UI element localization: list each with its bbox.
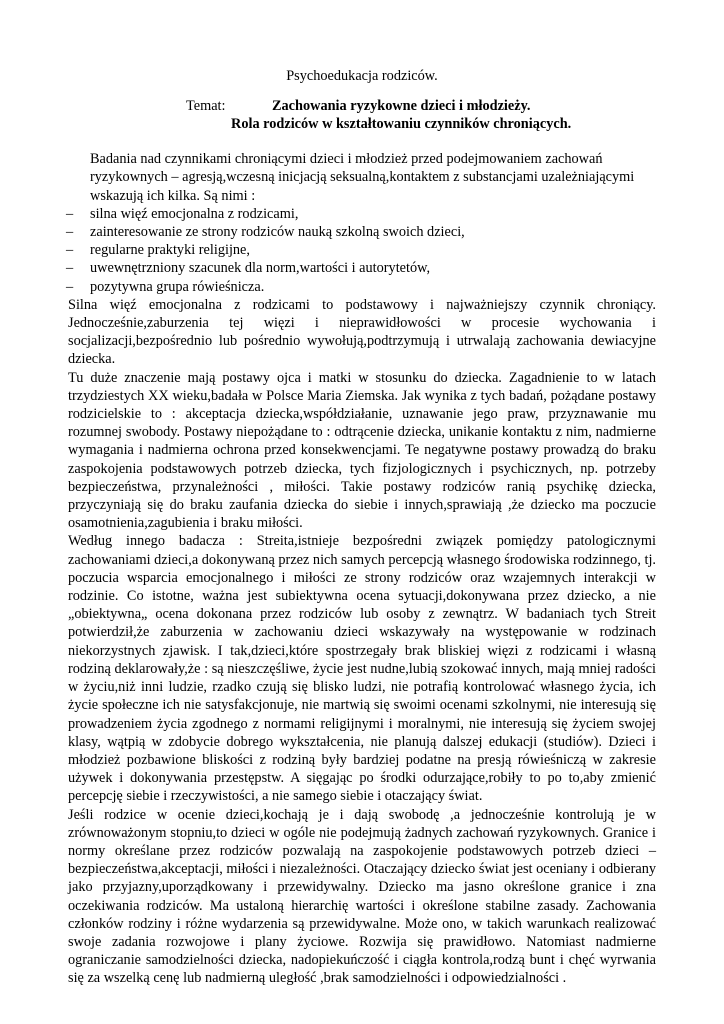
topic-title-line-1: Zachowania ryzykowne dzieci i młodzieży. xyxy=(272,98,531,115)
dash-bullet: – xyxy=(66,205,74,222)
body-paragraph: Według innego badacza : Streita,istnieje bezpośredni związek pomiędzy patologicznymi zachowaniami dzieci,a dokonywaną przez nich samych percepcją własnego środowiska rodzinnego, tj. poczucia wsparcia emocjonalnego i miłości ze strony rodziców oraz wzajemnych interakcji w rodzinie. Co istotne, ważna jest subiektywna ocena sytuacji,dokonywana przez dziecko, a nie „obiektywna„ ocena dokonana przez rodziców lub osoby z zewnątrz. W badaniach tych Streit potwierdził,że zaburzenia w zachowaniu dzieci wskazywały na występowanie w rodzinach niekorzystnych zjawisk. I tak,dzieci,które spostrzegały brak bliskiej więzi z rodzicami i własną rodziną deklarowały,że : są nieszczęśliwe, życie jest nudne,lubią szokować innych, mają mniej radości w życiu,niż inni ludzie, rzadko czują się blisko ludzi, nie potrafią kontrolować własnego życia, ich życie społeczne ich nie satysfakcjonuje, nie martwią się swoimi ocenami szkolnymi, nie interesują się prowadzeniem życia zgodnego z normami religijnymi i moralnymi, nie interesują się życiem swojej klasy, wątpią w zdobycie dobrego wykształcenia, nie planują dalszej edukacji (studiów). Dzieci i młodzież pozbawione bliskości z rodziną były bardziej podatne na presją rówieśniczą w zakresie używek i dokonywania przestępstw. A sięgając po środki odurzające,robiły to po to,aby zmienić percepcję siebie i rzeczywistości, a nie samego siebie i otaczający świat. xyxy=(68,533,656,805)
list-item xyxy=(0,241,724,259)
list-item-text: regularne praktyki religijne, xyxy=(90,242,250,259)
body-paragraph: Tu duże znaczenie mają postawy ojca i matki w stosunku do dziecka. Zagadnienie to w latach trzydziestych XX wieku,badała w Polsce Maria Ziemska. Jak wynika z tych badań, pożądane postawy rodzicielskie to : akceptacja dziecka,współdziałanie, uznawanie jego praw, przyznawanie mu rozumnej swobody. Postawy niepożądane to : odtrącenie dziecka, unikanie kontaktu z nim, nadmierne wymagania i nadmierna ochrona przed konsekwencjami. Te negatywne postawy prowadzą do braku zaspokojenia podstawowych potrzeb dziecka, tych fizjologicznych i psychicznych, np. potrzeby bezpieczeństwa, przynależności , miłości. Takie postawy rodziców ranią psychikę dziecka, przyczyniają się do braku zaufania dziecka do siebie i innych,sprawiają ,że dziecko ma poczucie osamotnienia,zagubienia i braku miłości. xyxy=(68,369,656,532)
list-item-text: silna więź emocjonalna z rodzicami, xyxy=(90,205,299,222)
dash-bullet: – xyxy=(66,224,74,241)
body-paragraph: Jeśli rodzice w ocenie dzieci,kochają je i dają swobodę ,a jednocześnie kontrolują je w zrównoważonym stopniu,to dzieci w ogóle nie podejmują żadnych zachowań ryzykownych. Granice i normy określane przez rodziców pozwalają na zaspokojenie podstawowych potrzeb dzieci – bezpieczeństwa,akceptacji, miłości i niezależności. Otaczający dziecko świat jest oceniany i odbierany jako przyjazny,uporządkowany i przewidywalny. Dziecko ma jasno określone granice i zna oczekiwania rodziców. Ma ustaloną hierarchię wartości i określone stabilne zasady. Zachowania członków rodziny i różne wydarzenia są przewidywalne. Może ono, w takich warunkach realizować swoje zadania rozwojowe i plany życiowe. Rozwija się prawidłowo. Natomiast nadmierne ograniczanie samodzielności dziecka, nadopiekuńczość i ciągła kontrola,rodzą bunt i chęć wyrwania się za wszelką cenę lub nadmierną uległość ,brak samodzielności i odpowiedzialności . xyxy=(68,806,656,987)
topic-label: Temat: xyxy=(186,98,226,115)
list-item-text: zainteresowanie ze strony rodziców nauką szkolną swoich dzieci, xyxy=(90,224,465,241)
list-item xyxy=(0,278,724,296)
dash-bullet: – xyxy=(66,278,74,295)
topic-block xyxy=(0,97,724,133)
document-title: Psychoedukacja rodziców. xyxy=(286,68,438,84)
intro-paragraph: Badania nad czynnikami chroniącymi dzieci i młodzież przed podejmowaniem zachowań ryzykownych – agresją,wczesną inicjacją seksualną,kontaktem z substancjami uzależniającymi wskazują ich kilka. Są nimi : xyxy=(90,151,635,204)
protective-factors-list xyxy=(0,205,724,296)
list-item xyxy=(0,223,724,241)
list-item-text: pozytywna grupa rówieśnicza. xyxy=(90,278,265,295)
list-item xyxy=(0,259,724,277)
dash-bullet: – xyxy=(66,260,74,277)
body-paragraph: Silna więź emocjonalna z rodzicami to podstawowy i najważniejszy czynnik chroniący. Jednocześnie,zaburzenia tej więzi i nieprawidłowości w procesie wychowania i socjalizacji,bezpośrednio lub pośrednio wywołują,podtrzymują i utrwalają zachowania dewiacyjne dziecka. xyxy=(68,296,656,368)
topic-title-line-2: Rola rodziców w kształtowaniu czynników chroniących. xyxy=(231,116,572,133)
dash-bullet: – xyxy=(66,242,74,259)
body-text xyxy=(68,296,656,988)
list-item xyxy=(0,205,724,223)
list-item-text: uwewnętrzniony szacunek dla norm,wartości i autorytetów, xyxy=(90,260,431,277)
